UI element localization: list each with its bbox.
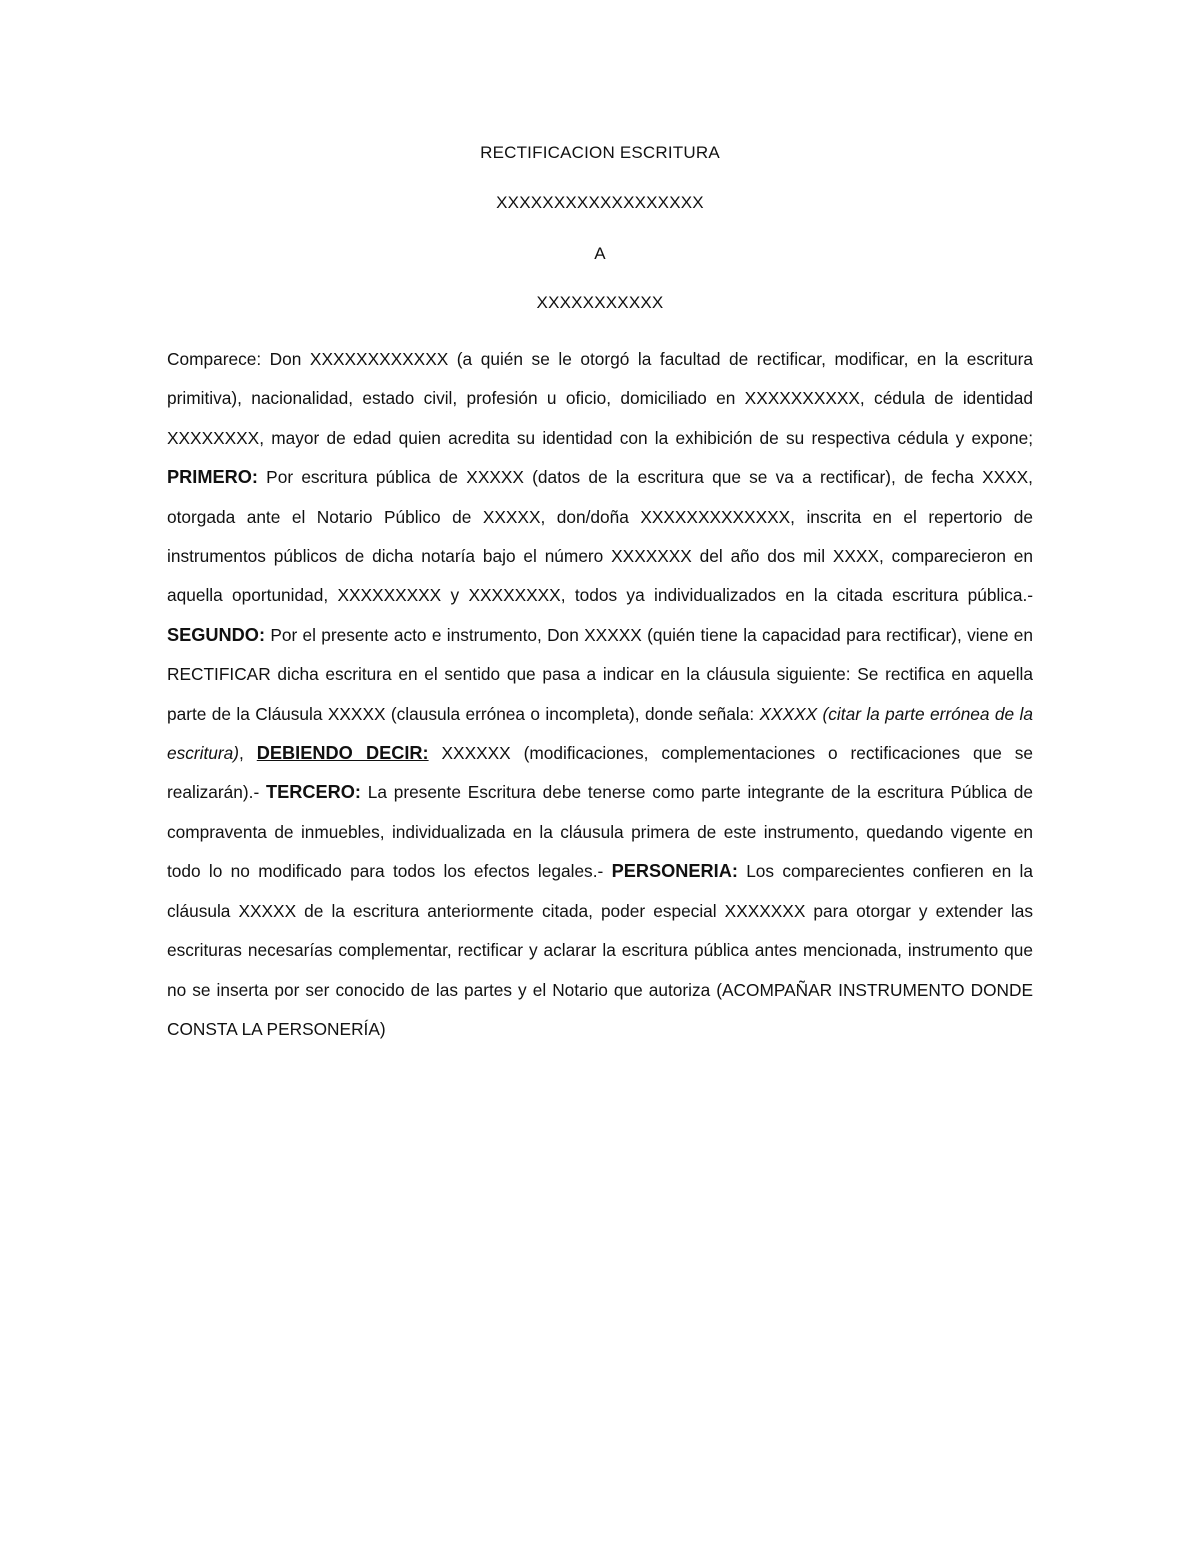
- clause-heading-personeria: PERSONERIA:: [611, 861, 738, 882]
- text-segundo: Por el presente acto e instrumento, Don XXXXX (quién tiene la capacidad para rectificar), viene en RECTIFICAR dicha escritura en el sentido que pasa a indicar en la cláusula siguiente: Se rectifica en aquella parte de la Cláusula XXXXX (clausula errónea o incompleta), donde señala:: [167, 624, 1033, 724]
- party-connector: A: [594, 244, 606, 263]
- text-modificaciones: XXXXXX (modificaciones, complementaciones o rectificaciones que se realizarán).-: [167, 743, 1033, 803]
- text-comparece: Comparece: Don XXXXXXXXXXXX (a quién se le otorgó la facultad de rectificar, modificar, en la escritura primitiva), nacionalidad, estado civil, profesión u oficio, domiciliado en XXXXXXXXXX, cédula de identidad XXXXXXXX, mayor de edad quien acredita su identidad con la exhibición de su respectiva cédula y expone;: [167, 349, 1033, 448]
- body-paragraph: [167, 340, 1033, 1049]
- text-primero: Por escritura pública de XXXXX (datos de la escritura que se va a rectificar), de fecha XXXX, otorgada ante el Notario Público de XXXXX, don/doña XXXXXXXXXXXXX, inscrita en el repertorio de instrumentos públicos de dicha notaría bajo el número XXXXXXX del año dos mil XXXX, comparecieron en aquella oportunidad, XXXXXXXXX y XXXXXXXX, todos ya individualizados en la citada escritura pública.-: [167, 467, 1033, 606]
- clause-heading-segundo: SEGUNDO:: [167, 624, 266, 645]
- party-one-name: XXXXXXXXXXXXXXXXXX: [496, 193, 704, 212]
- clause-heading-primero: PRIMERO:: [167, 467, 258, 488]
- text-personeria: Los comparecientes confieren en la cláusula XXXXX de la escritura anteriormente citada, poder especial XXXXXXX para otorgar y extender las escrituras necesarías complementar, rectificar y aclarar la escritura pública antes mencionada, instrumento que no se inserta por ser conocido de las partes y el Notario que autoriza (ACOMPAÑAR INSTRUMENTO DONDE CONSTA LA PERSONERÍA): [167, 861, 1033, 1039]
- text-tercero: La presente Escritura debe tenerse como parte integrante de la escritura Pública de compraventa de inmuebles, individualizada en la cláusula primera de este instrumento, quedando vigente en todo lo no modificado para todos los efectos legales.-: [167, 782, 1033, 882]
- clause-heading-tercero: TERCERO:: [265, 782, 361, 803]
- text-separator: ,: [239, 743, 257, 764]
- document-title: RECTIFICACION ESCRITURA: [480, 143, 720, 162]
- text-citar-parte-erronea: XXXXX (citar la parte errónea de la escritura): [167, 703, 1033, 764]
- clause-heading-debiendo-decir: DEBIENDO DECIR:: [256, 743, 429, 764]
- party-two-name: XXXXXXXXXXX: [536, 293, 664, 312]
